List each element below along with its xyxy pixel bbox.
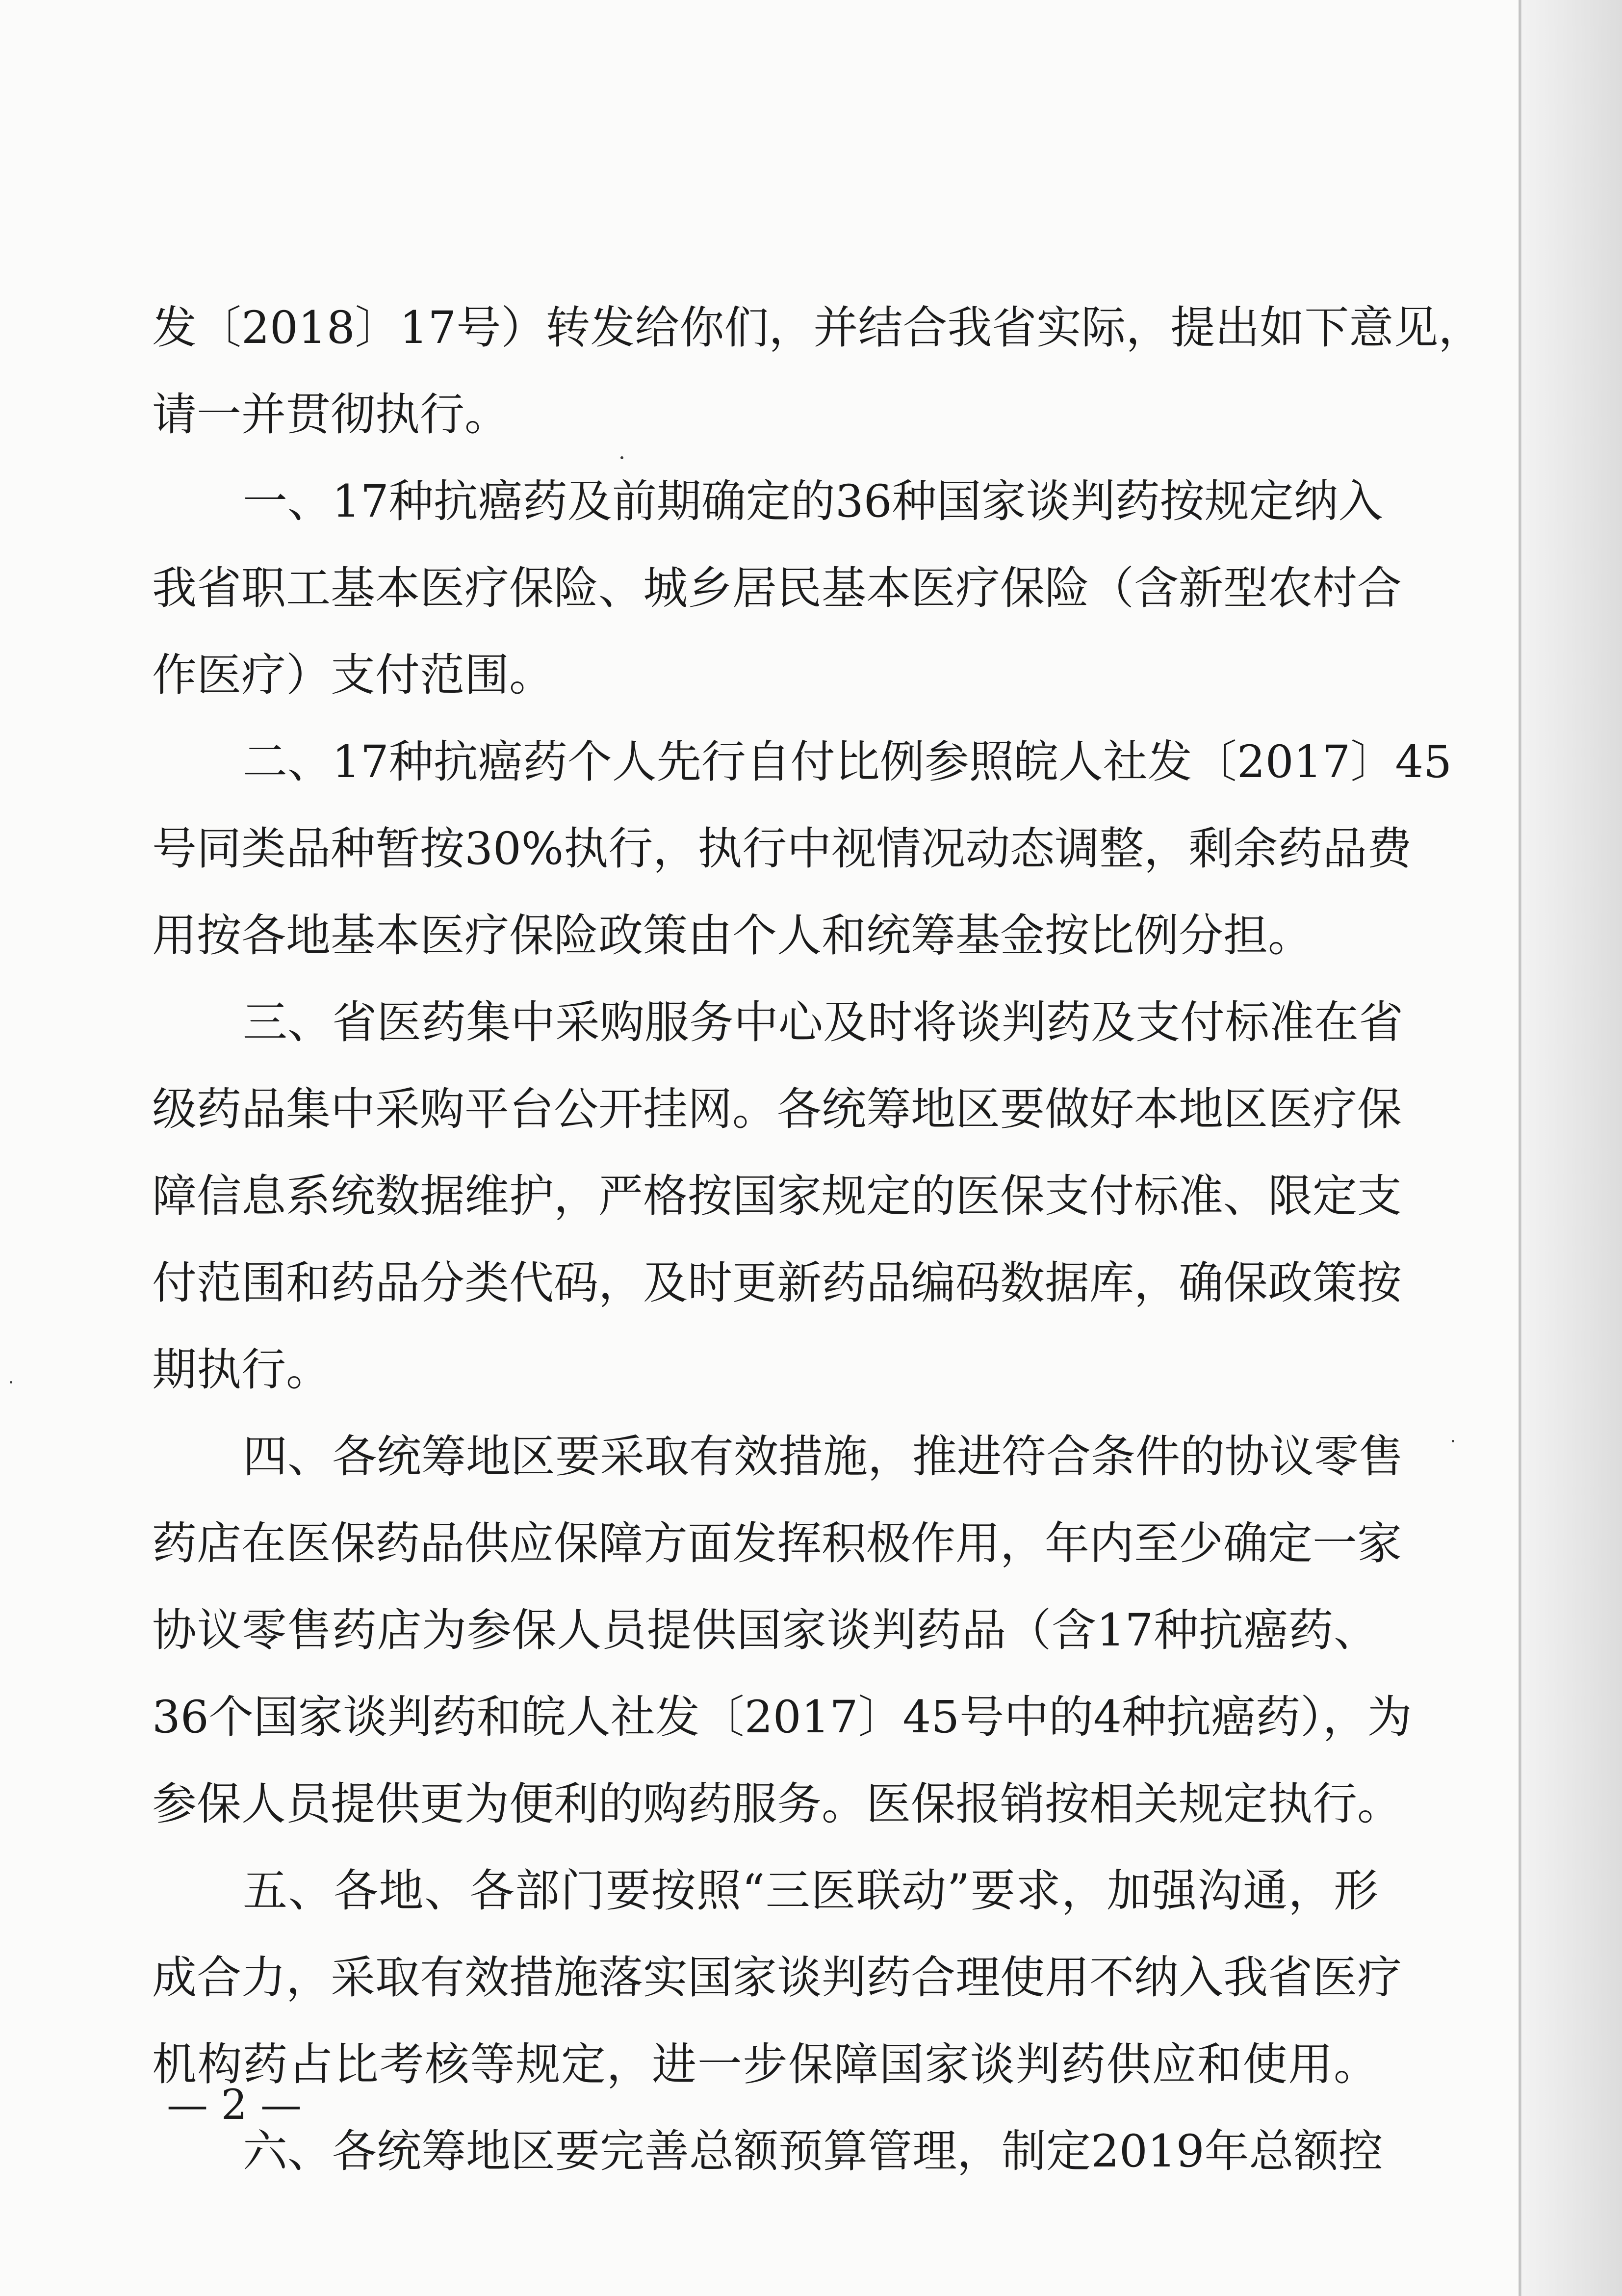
scan-speck — [10, 1381, 12, 1383]
text-line: 一、17种抗癌药及前期确定的36种国家谈判药按规定纳入 — [243, 476, 1383, 527]
text-line: 号同类品种暂按30%执行，执行中视情况动态调整，剩余药品费 — [152, 823, 1412, 875]
text-line: 请一并贯彻执行。 — [152, 389, 510, 441]
text-line: 用按各地基本医疗保险政策由个人和统筹基金按比例分担。 — [152, 910, 1313, 962]
text-line: 我省职工基本医疗保险、城乡居民基本医疗保险（含新型农村合 — [152, 563, 1402, 614]
page-fold-line — [1519, 0, 1521, 2296]
text-line: 四、各统筹地区要采取有效措施，推进符合条件的协议零售 — [243, 1431, 1404, 1483]
text-line: 障信息系统数据维护，严格按国家规定的医保支付标准、限定支 — [152, 1171, 1402, 1222]
text-line: 五、各地、各部门要按照“三医联动”要求，加强沟通，形 — [243, 1865, 1378, 1917]
text-line: 期执行。 — [152, 1344, 331, 1396]
text-line: 机构药占比考核等规定，进一步保障国家谈判药供应和使用。 — [152, 2039, 1378, 2090]
text-line: 六、各统筹地区要完善总额预算管理，制定2019年总额控 — [243, 2126, 1383, 2177]
text-line: 发〔2018〕17号）转发给你们，并结合我省实际，提出如下意见， — [152, 302, 1483, 354]
text-line: 作医疗）支付范围。 — [152, 650, 554, 701]
text-line: 三、省医药集中采购服务中心及时将谈判药及支付标准在省 — [243, 997, 1404, 1048]
text-line: 参保人员提供更为便利的购药服务。医保报销按相关规定执行。 — [152, 1778, 1402, 1830]
document-body — [152, 285, 1483, 2195]
text-line: 成合力，采取有效措施落实国家谈判药合理使用不纳入我省医疗 — [152, 1952, 1402, 2004]
text-line: 级药品集中采购平台公开挂网。各统筹地区要做好本地区医疗保 — [152, 1084, 1402, 1135]
scan-speck — [1452, 1440, 1454, 1442]
text-line: 药店在医保药品供应保障方面发挥积极作用，年内至少确定一家 — [152, 1518, 1402, 1569]
text-line: 36个国家谈判药和皖人社发〔2017〕45号中的4种抗癌药），为 — [152, 1692, 1412, 1743]
text-line: 二、17种抗癌药个人先行自付比例参照皖人社发〔2017〕45 — [243, 736, 1452, 788]
page-number: — 2 — — [167, 2081, 302, 2129]
text-line: 付范围和药品分类代码，及时更新药品编码数据库，确保政策按 — [152, 1257, 1402, 1309]
text-line: 协议零售药店为参保人员提供国家谈判药品（含17种抗癌药、 — [152, 1605, 1378, 1656]
page-right-edge-shadow — [1519, 0, 1622, 2296]
